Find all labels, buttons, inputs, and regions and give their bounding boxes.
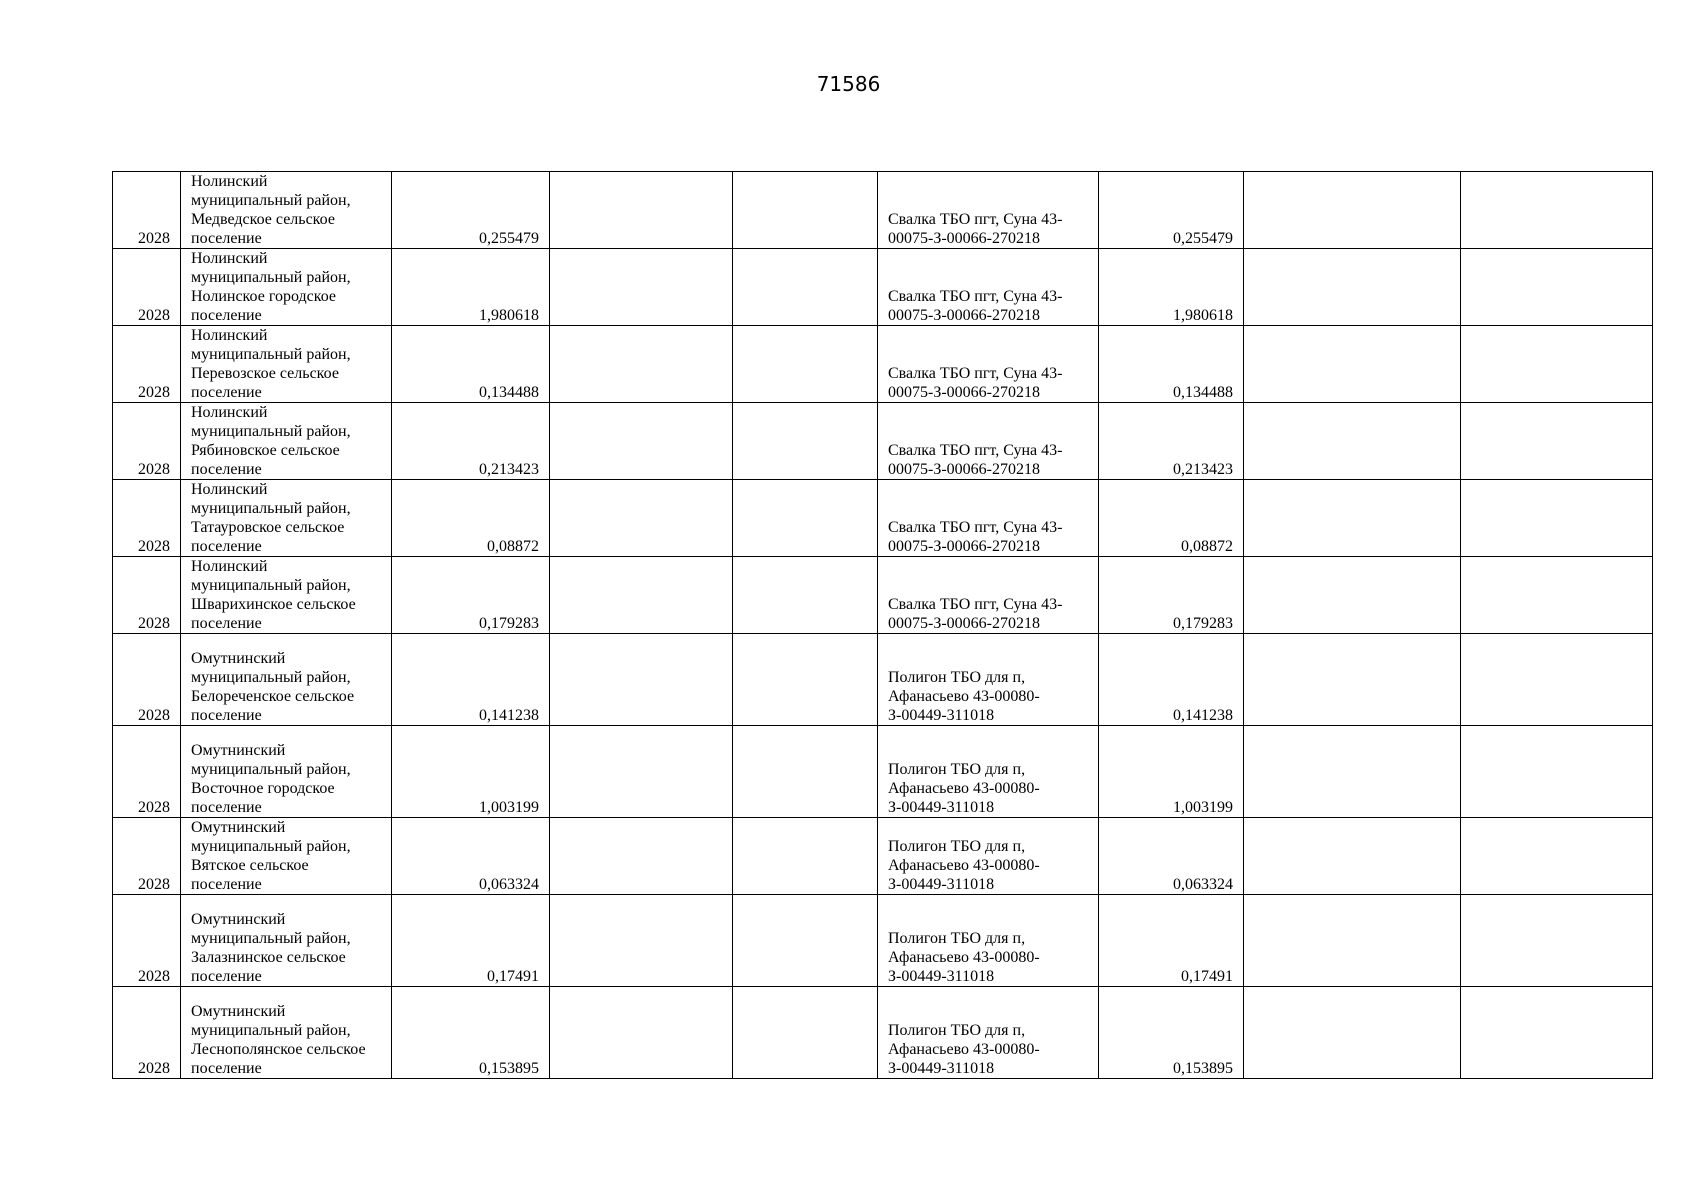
- facility-cell: Полигон ТБО для п, Афанасьево 43-00080-З-00449-311018: [878, 987, 1099, 1079]
- empty-cell: [1461, 818, 1653, 895]
- empty-cell: [733, 480, 878, 557]
- empty-cell: [550, 249, 733, 326]
- empty-cell: [733, 895, 878, 987]
- facility-cell: Полигон ТБО для п, Афанасьево 43-00080-З-00449-311018: [878, 895, 1099, 987]
- area-cell: Омутнинский муниципальный район, Белореченское сельское поселение: [181, 634, 392, 726]
- empty-cell: [733, 326, 878, 403]
- empty-cell: [1461, 987, 1653, 1079]
- table-row: [113, 895, 1653, 987]
- value-cell: 0,17491: [392, 895, 550, 987]
- facility-cell: Свалка ТБО пгт, Суна 43-00075-З-00066-270218: [878, 326, 1099, 403]
- value-cell: 0,213423: [392, 403, 550, 480]
- empty-cell: [733, 818, 878, 895]
- empty-cell: [550, 480, 733, 557]
- empty-cell: [1244, 557, 1461, 634]
- year-cell: 2028: [113, 895, 181, 987]
- empty-cell: [550, 987, 733, 1079]
- table-row: [113, 818, 1653, 895]
- empty-cell: [733, 403, 878, 480]
- value-cell: 0,063324: [392, 818, 550, 895]
- area-cell: Нолинский муниципальный район, Перевозское сельское поселение: [181, 326, 392, 403]
- year-cell: 2028: [113, 818, 181, 895]
- facility-value-cell: 0,213423: [1099, 403, 1244, 480]
- facility-cell: Полигон ТБО для п, Афанасьево 43-00080-З-00449-311018: [878, 634, 1099, 726]
- empty-cell: [1461, 172, 1653, 249]
- value-cell: 0,134488: [392, 326, 550, 403]
- empty-cell: [550, 895, 733, 987]
- empty-cell: [733, 726, 878, 818]
- empty-cell: [1244, 480, 1461, 557]
- table-row: [113, 249, 1653, 326]
- facility-value-cell: 0,141238: [1099, 634, 1244, 726]
- area-cell: Нолинский муниципальный район, Рябиновское сельское поселение: [181, 403, 392, 480]
- area-cell: Нолинский муниципальный район, Шварихинское сельское поселение: [181, 557, 392, 634]
- area-cell: Омутнинский муниципальный район, Восточное городское поселение: [181, 726, 392, 818]
- empty-cell: [1244, 172, 1461, 249]
- facility-value-cell: 0,255479: [1099, 172, 1244, 249]
- area-cell: Омутнинский муниципальный район, Леснополянское сельское поселение: [181, 987, 392, 1079]
- facility-cell: Свалка ТБО пгт, Суна 43-00075-З-00066-270218: [878, 480, 1099, 557]
- empty-cell: [550, 326, 733, 403]
- value-cell: 0,141238: [392, 634, 550, 726]
- table-row: [113, 634, 1653, 726]
- year-cell: 2028: [113, 634, 181, 726]
- empty-cell: [1244, 987, 1461, 1079]
- table-body: [113, 172, 1653, 1079]
- facility-cell: Свалка ТБО пгт, Суна 43-00075-З-00066-270218: [878, 172, 1099, 249]
- year-cell: 2028: [113, 557, 181, 634]
- table-row: [113, 480, 1653, 557]
- facility-value-cell: 0,063324: [1099, 818, 1244, 895]
- facility-value-cell: 1,980618: [1099, 249, 1244, 326]
- empty-cell: [733, 172, 878, 249]
- table-row: [113, 326, 1653, 403]
- year-cell: 2028: [113, 249, 181, 326]
- empty-cell: [550, 557, 733, 634]
- empty-cell: [1461, 726, 1653, 818]
- area-cell: Нолинский муниципальный район, Татауровское сельское поселение: [181, 480, 392, 557]
- value-cell: 1,003199: [392, 726, 550, 818]
- empty-cell: [733, 249, 878, 326]
- facility-cell: Свалка ТБО пгт, Суна 43-00075-З-00066-270218: [878, 403, 1099, 480]
- empty-cell: [1244, 326, 1461, 403]
- area-cell: Нолинский муниципальный район, Нолинское городское поселение: [181, 249, 392, 326]
- facility-cell: Свалка ТБО пгт, Суна 43-00075-З-00066-270218: [878, 557, 1099, 634]
- registry-table: [112, 171, 1653, 1079]
- empty-cell: [1461, 895, 1653, 987]
- empty-cell: [733, 634, 878, 726]
- year-cell: 2028: [113, 172, 181, 249]
- empty-cell: [550, 726, 733, 818]
- facility-value-cell: 0,153895: [1099, 987, 1244, 1079]
- empty-cell: [1461, 480, 1653, 557]
- empty-cell: [1461, 634, 1653, 726]
- empty-cell: [550, 818, 733, 895]
- table-row: [113, 403, 1653, 480]
- empty-cell: [1244, 634, 1461, 726]
- empty-cell: [550, 172, 733, 249]
- year-cell: 2028: [113, 726, 181, 818]
- year-cell: 2028: [113, 480, 181, 557]
- facility-value-cell: 0,134488: [1099, 326, 1244, 403]
- year-cell: 2028: [113, 403, 181, 480]
- value-cell: 0,153895: [392, 987, 550, 1079]
- value-cell: 1,980618: [392, 249, 550, 326]
- table-row: [113, 172, 1653, 249]
- empty-cell: [1461, 249, 1653, 326]
- empty-cell: [733, 557, 878, 634]
- facility-value-cell: 0,179283: [1099, 557, 1244, 634]
- facility-value-cell: 0,08872: [1099, 480, 1244, 557]
- empty-cell: [1244, 403, 1461, 480]
- table-row: [113, 987, 1653, 1079]
- facility-cell: Свалка ТБО пгт, Суна 43-00075-З-00066-270218: [878, 249, 1099, 326]
- value-cell: 0,179283: [392, 557, 550, 634]
- value-cell: 0,255479: [392, 172, 550, 249]
- facility-cell: Полигон ТБО для п, Афанасьево 43-00080-З-00449-311018: [878, 726, 1099, 818]
- empty-cell: [1244, 249, 1461, 326]
- empty-cell: [1244, 895, 1461, 987]
- table-row: [113, 726, 1653, 818]
- value-cell: 0,08872: [392, 480, 550, 557]
- area-cell: Омутнинский муниципальный район, Вятское сельское поселение: [181, 818, 392, 895]
- facility-cell: Полигон ТБО для п, Афанасьево 43-00080-З-00449-311018: [878, 818, 1099, 895]
- empty-cell: [550, 403, 733, 480]
- year-cell: 2028: [113, 326, 181, 403]
- year-cell: 2028: [113, 987, 181, 1079]
- empty-cell: [1244, 818, 1461, 895]
- page-number: 71586: [816, 72, 881, 96]
- area-cell: Нолинский муниципальный район, Медведское сельское поселение: [181, 172, 392, 249]
- facility-value-cell: 0,17491: [1099, 895, 1244, 987]
- empty-cell: [1461, 557, 1653, 634]
- empty-cell: [1461, 326, 1653, 403]
- empty-cell: [1461, 403, 1653, 480]
- facility-value-cell: 1,003199: [1099, 726, 1244, 818]
- area-cell: Омутнинский муниципальный район, Залазнинское сельское поселение: [181, 895, 392, 987]
- table-row: [113, 557, 1653, 634]
- empty-cell: [733, 987, 878, 1079]
- empty-cell: [1244, 726, 1461, 818]
- empty-cell: [550, 634, 733, 726]
